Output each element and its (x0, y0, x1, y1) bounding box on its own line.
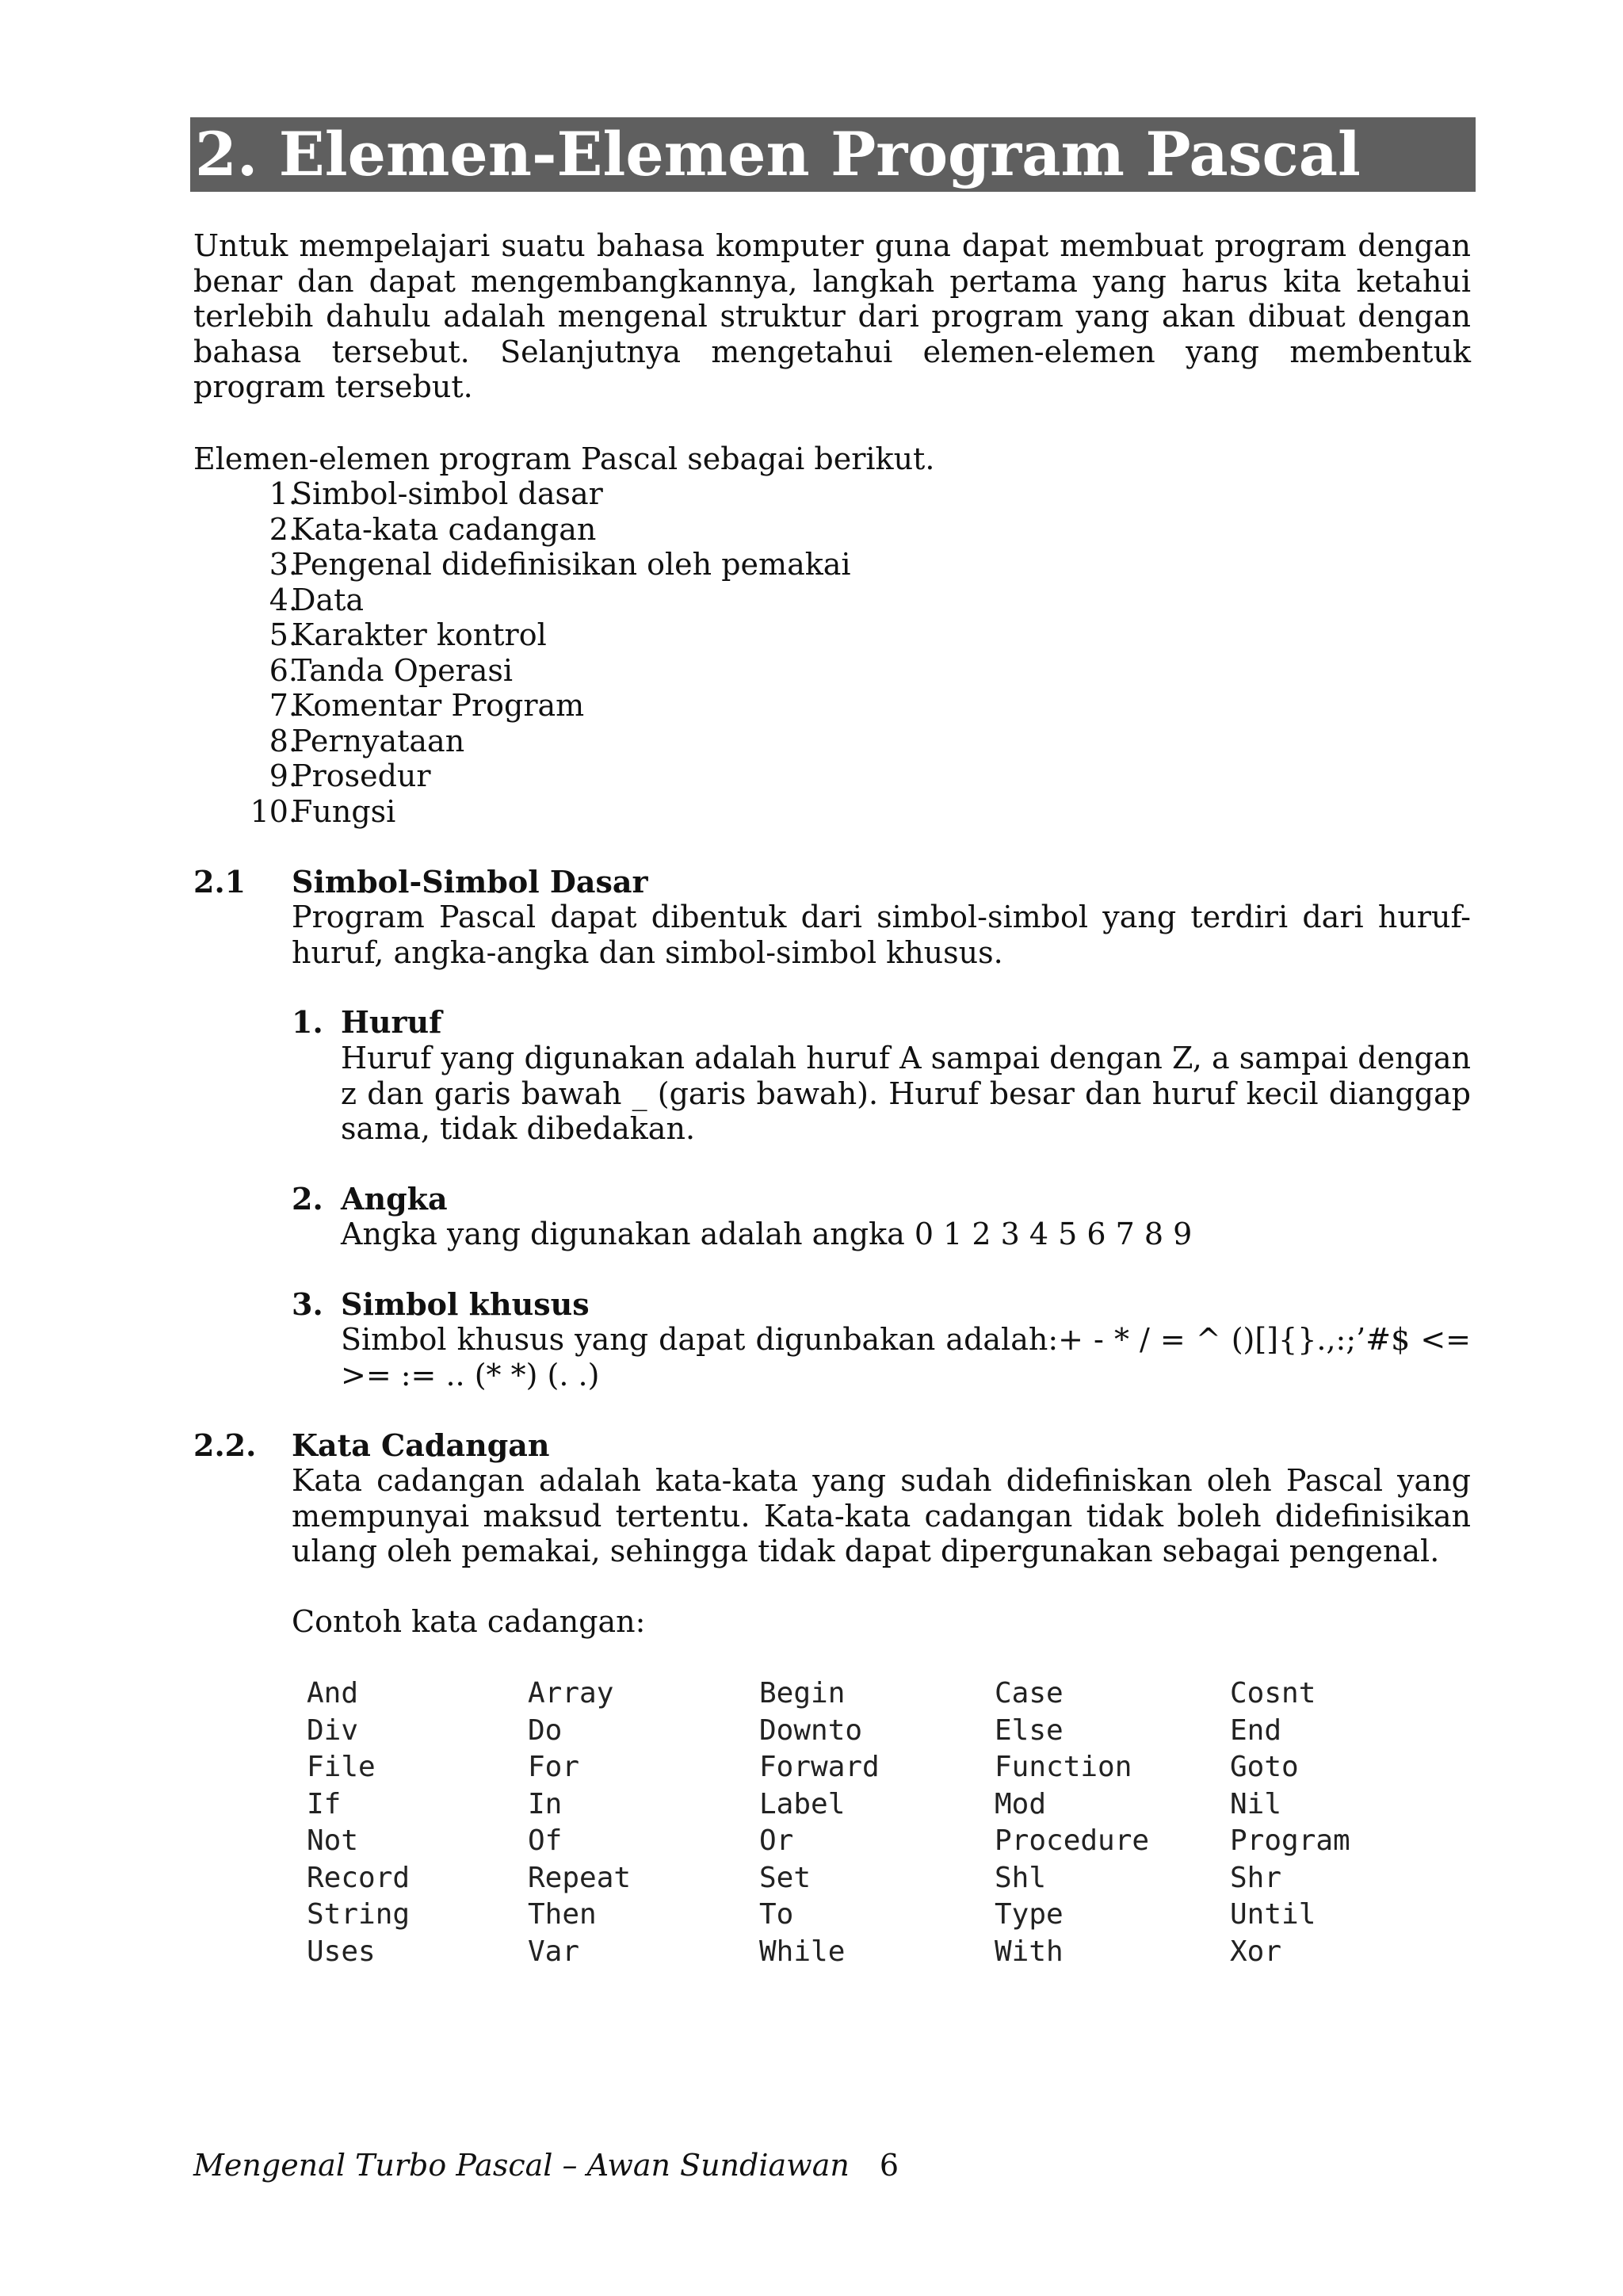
list-item-number: 5. (269, 617, 298, 652)
chapter-title: 2. Elemen-Elemen Program Pascal (190, 117, 1476, 192)
keyword-cell: End (1230, 1713, 1282, 1747)
keyword-cell: Begin (759, 1677, 846, 1710)
keywords-example-label: Contoh kata cadangan: (292, 1604, 646, 1639)
keyword-cell: And (307, 1677, 359, 1710)
table-row (307, 1749, 1436, 1786)
keyword-cell: Forward (759, 1751, 880, 1783)
list-item (193, 512, 1303, 548)
keyword-cell: With (995, 1935, 1064, 1968)
keyword-cell: While (759, 1935, 846, 1968)
list-item-number: 8. (269, 723, 298, 758)
keyword-cell: Case (995, 1677, 1064, 1710)
keyword-cell: Div (307, 1713, 359, 1747)
keyword-cell: Repeat (528, 1861, 632, 1894)
list-item-number: 6. (269, 652, 298, 688)
list-item (193, 794, 1303, 830)
keyword-cell: Of (528, 1824, 563, 1857)
keyword-cell: Type (995, 1898, 1064, 1931)
keyword-cell: String (307, 1898, 411, 1931)
section-2-2-body: Kata cadangan adalah kata-kata yang sudah didefiniskan oleh Pascal yang mempunyai maksud tertentu. Kata-kata cadangan tidak boleh didefinisikan ulang oleh pemakai, sehingga tidak dapat dipergunakan sebagai pengenal. (292, 1463, 1471, 1568)
list-item-number: 4. (269, 582, 298, 617)
keyword-cell: Nil (1230, 1787, 1282, 1820)
keyword-cell: If (307, 1787, 342, 1820)
keyword-cell: Shl (995, 1861, 1047, 1894)
keyword-cell: Xor (1230, 1935, 1282, 1968)
list-item-text: Fungsi (292, 793, 396, 829)
keyword-cell: Set (759, 1861, 812, 1894)
list-item (193, 547, 1303, 583)
list-item (193, 688, 1303, 724)
keyword-cell: Mod (995, 1787, 1047, 1820)
section-2-2-title: Kata Cadangan (292, 1427, 550, 1463)
subsection-angka-title: Angka (341, 1181, 448, 1217)
list-item-text: Pernyataan (292, 723, 465, 758)
keyword-cell: Label (759, 1787, 846, 1820)
keyword-cell: Var (528, 1935, 580, 1968)
keyword-cell: Then (528, 1898, 597, 1931)
subsection-angka-number: 2. (292, 1181, 323, 1217)
list-item-text: Kata-kata cadangan (292, 511, 597, 547)
elements-intro: Elemen-elemen program Pascal sebagai berikut. (193, 441, 935, 476)
list-item-number: 3. (269, 547, 298, 582)
reserved-words-table (307, 1675, 1436, 1970)
list-item-text: Data (292, 582, 365, 617)
footer-book-title: Mengenal Turbo Pascal – Awan Sundiawan (193, 2148, 850, 2183)
list-item (193, 758, 1303, 794)
list-item (193, 583, 1303, 618)
table-row (307, 1897, 1436, 1934)
keyword-cell: Else (995, 1713, 1064, 1747)
list-item-number: 10. (250, 793, 298, 829)
keyword-cell: Program (1230, 1824, 1350, 1857)
list-item (193, 476, 1303, 512)
list-item (193, 724, 1303, 759)
keyword-cell: Until (1230, 1898, 1316, 1931)
keyword-cell: Do (528, 1713, 563, 1747)
list-item-number: 2. (269, 511, 298, 547)
keyword-cell: Goto (1230, 1751, 1299, 1783)
footer-page-number: 6 (879, 2148, 899, 2183)
section-2-2-number: 2.2. (193, 1427, 257, 1463)
section-2-1-body: Program Pascal dapat dibentuk dari simbol-simbol yang terdiri dari huruf-huruf, angka-angka dan simbol-simbol khusus. (292, 900, 1471, 970)
table-row (307, 1860, 1436, 1897)
list-item-text: Komentar Program (292, 688, 585, 723)
keyword-cell: Procedure (995, 1824, 1150, 1857)
list-item-text: Karakter kontrol (292, 617, 547, 652)
subsection-simbol-body: Simbol khusus yang dapat digunbakan adalah:+ - * / = ^ ()[]{}.,:;’#$ <= >= := .. (* *) (. .) (341, 1322, 1471, 1392)
keyword-cell: Downto (759, 1713, 863, 1747)
table-row (307, 1823, 1436, 1860)
subsection-angka-body: Angka yang digunakan adalah angka 0 1 2 3 4 5 6 7 8 9 (341, 1217, 1193, 1251)
list-item-number: 1. (269, 476, 298, 511)
list-item (193, 653, 1303, 689)
keyword-cell: To (759, 1898, 794, 1931)
subsection-huruf-title: Huruf (341, 1004, 442, 1040)
list-item-text: Simbol-simbol dasar (292, 476, 603, 511)
keyword-cell: File (307, 1751, 376, 1783)
list-item-text: Prosedur (292, 758, 431, 793)
section-2-1-title: Simbol-Simbol Dasar (292, 864, 648, 900)
list-item-number: 7. (269, 688, 298, 723)
list-item-text: Tanda Operasi (292, 652, 514, 688)
keyword-cell: In (528, 1787, 563, 1820)
section-2-1-number: 2.1 (193, 864, 246, 900)
page-footer (193, 2148, 899, 2183)
list-item (193, 617, 1303, 653)
keyword-cell: For (528, 1751, 580, 1783)
list-item-text: Pengenal didefinisikan oleh pemakai (292, 547, 851, 582)
keyword-cell: Shr (1230, 1861, 1282, 1894)
list-item-number: 9. (269, 758, 298, 793)
table-row (307, 1786, 1436, 1824)
keyword-cell: Not (307, 1824, 359, 1857)
subsection-huruf-body: Huruf yang digunakan adalah huruf A sampai dengan Z, a sampai dengan z dan garis bawah _ (garis bawah). Huruf besar dan huruf kecil dianggap sama, tidak dibedakan. (341, 1041, 1471, 1146)
keyword-cell: Record (307, 1861, 411, 1894)
subsection-simbol-number: 3. (292, 1286, 323, 1322)
subsection-huruf-number: 1. (292, 1004, 323, 1040)
elements-list (193, 476, 1303, 829)
table-row (307, 1713, 1436, 1750)
keyword-cell: Or (759, 1824, 794, 1857)
keyword-cell: Function (995, 1751, 1132, 1783)
subsection-simbol-title: Simbol khusus (341, 1286, 590, 1322)
keyword-cell: Array (528, 1677, 614, 1710)
table-row (307, 1934, 1436, 1971)
table-row (307, 1675, 1436, 1713)
keyword-cell: Cosnt (1230, 1677, 1316, 1710)
intro-paragraph: Untuk mempelajari suatu bahasa komputer guna dapat membuat program dengan benar dan dapat mengembangkannya, langkah pertama yang harus kita ketahui terlebih dahulu adalah mengenal struktur dari program yang akan dibuat dengan bahasa tersebut. Selanjutnya mengetahui elemen-elemen yang membentuk program tersebut. (193, 228, 1471, 404)
keyword-cell: Uses (307, 1935, 376, 1968)
